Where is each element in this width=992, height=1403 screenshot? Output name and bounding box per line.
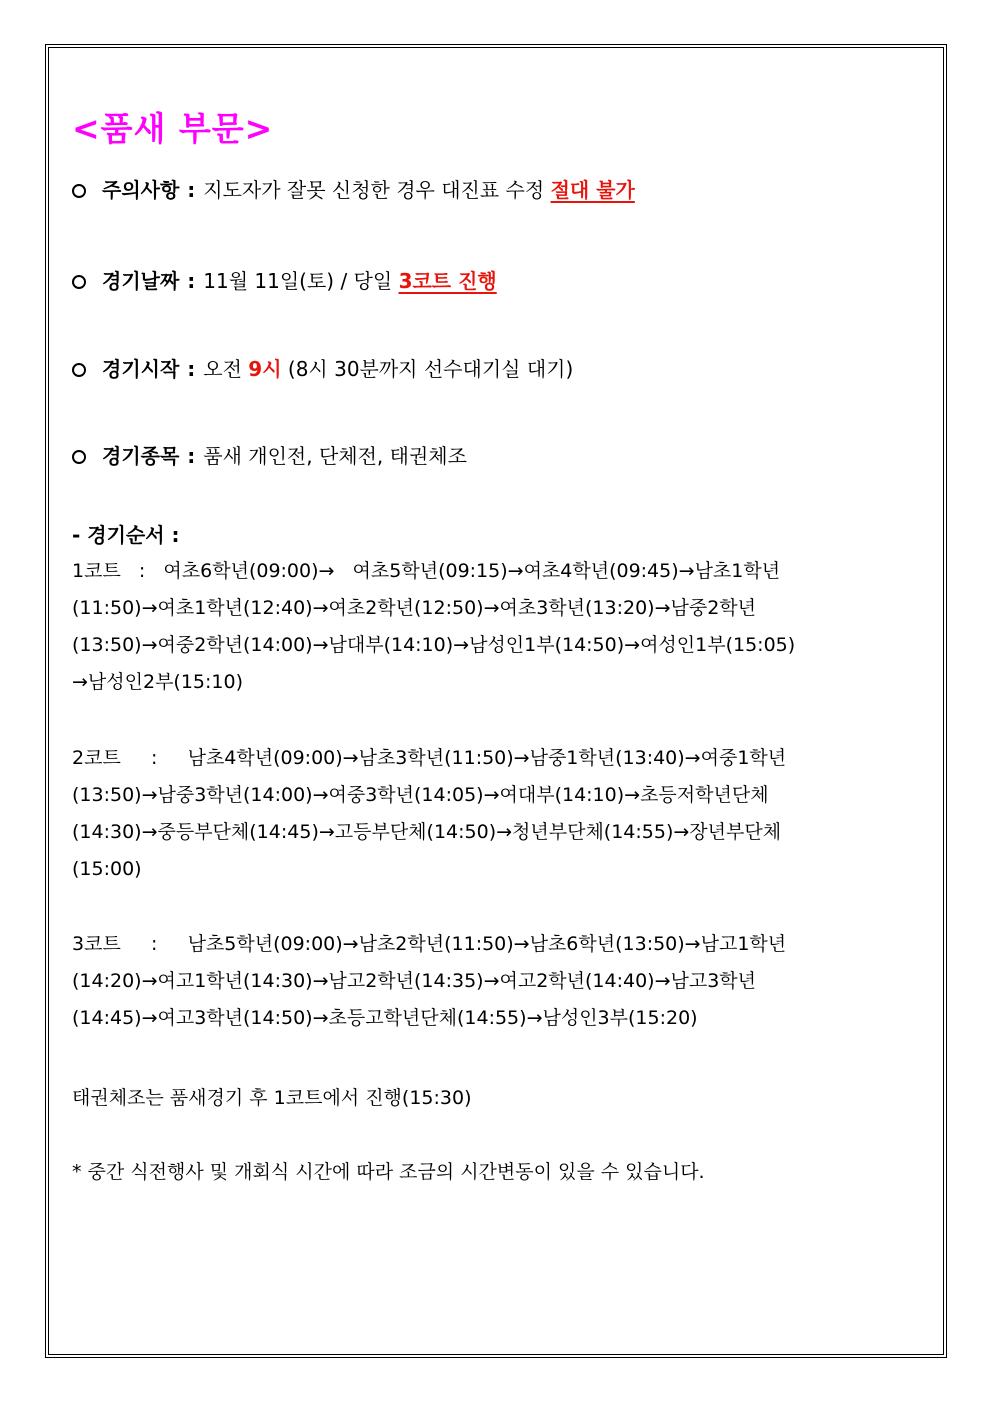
events-row xyxy=(72,440,467,469)
schedule-line: (13:50)→남중3학년(14:00)→여중3학년(14:05)→여대부(14:10)→초등저학년단체 xyxy=(72,784,769,806)
schedule-line: (14:20)→여고1학년(14:30)→남고2학년(14:35)→여고2학년(14:40)→남고3학년 xyxy=(72,970,757,992)
circle-bullet-icon xyxy=(72,275,86,289)
schedule-line: 2코트 : 남초4학년(09:00)→남초3학년(11:50)→남중1학년(13:40)→여중1학년 xyxy=(72,747,787,769)
start-text: 오전 xyxy=(203,357,242,381)
start-row xyxy=(72,353,573,382)
events-label: 경기종목 xyxy=(102,444,180,468)
circle-bullet-icon xyxy=(72,450,86,464)
notice-colon: : xyxy=(187,178,196,202)
time-change-note: * 중간 식전행사 및 개회식 시간에 따라 조금의 시간변동이 있을 수 있습니다. xyxy=(72,1161,705,1183)
date-highlight: 3코트 진행 xyxy=(398,269,497,293)
schedule-line: (14:45)→여고3학년(14:50)→초등고학년단체(14:55)→남성인3부(15:20) xyxy=(72,1007,698,1029)
schedule-line: (15:00) xyxy=(72,858,142,880)
start-label: 경기시작 xyxy=(102,357,180,381)
date-text: 11월 11일(토) / 당일 xyxy=(203,269,393,293)
start-highlight: 9시 xyxy=(248,357,282,381)
notice-highlight: 절대 불가 xyxy=(550,178,635,202)
notice-label: 주의사항 xyxy=(102,178,180,202)
start-colon: : xyxy=(187,357,196,381)
events-text: 품새 개인전, 단체전, 태권체조 xyxy=(203,444,467,468)
schedule-line: (11:50)→여초1학년(12:40)→여초2학년(12:50)→여초3학년(13:20)→남중2학년 xyxy=(72,597,757,619)
schedule-line: 3코트 : 남초5학년(09:00)→남초2학년(11:50)→남초6학년(13:50)→남고1학년 xyxy=(72,933,787,955)
events-colon: : xyxy=(187,444,196,468)
schedule-line: →남성인2부(15:10) xyxy=(72,671,244,693)
taekwon-exercise-note: 태권체조는 품새경기 후 1코트에서 진행(15:30) xyxy=(72,1087,472,1109)
court-3-schedule xyxy=(72,926,922,1037)
schedule-line: 1코트 : 여초6학년(09:00)→ 여초5학년(09:15)→여초4학년(09:45)→남초1학년 xyxy=(72,560,781,582)
order-title: - 경기순서 : xyxy=(72,523,180,547)
notice-row xyxy=(72,174,635,203)
section-heading: <품새 부문> xyxy=(72,109,274,148)
notice-text: 지도자가 잘못 신청한 경우 대진표 수정 xyxy=(203,178,545,202)
start-after: (8시 30분까지 선수대기실 대기) xyxy=(287,357,574,381)
court-1-schedule xyxy=(72,553,922,701)
date-row xyxy=(72,265,497,294)
circle-bullet-icon xyxy=(72,363,86,377)
court-2-schedule xyxy=(72,740,922,888)
schedule-line: (14:30)→중등부단체(14:45)→고등부단체(14:50)→청년부단체(14:55)→장년부단체 xyxy=(72,821,782,843)
circle-bullet-icon xyxy=(72,184,86,198)
schedule-line: (13:50)→여중2학년(14:00)→남대부(14:10)→남성인1부(14:50)→여성인1부(15:05) xyxy=(72,634,796,656)
date-label: 경기날짜 xyxy=(102,269,180,293)
date-colon: : xyxy=(187,269,196,293)
